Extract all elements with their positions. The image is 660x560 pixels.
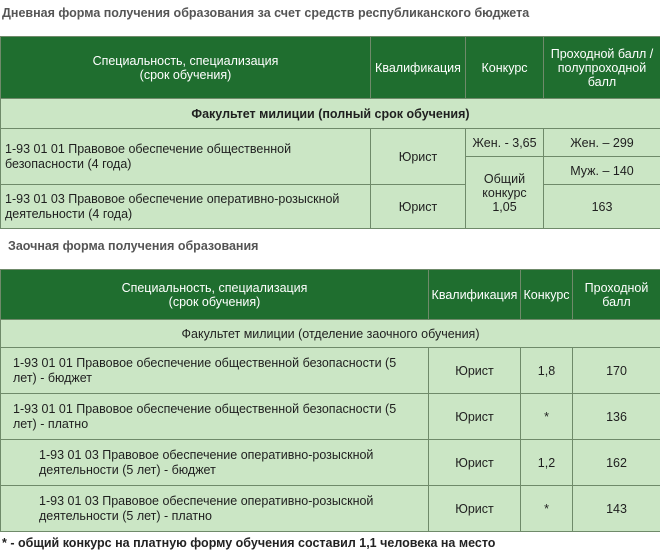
header-specialty-line2: (срок обучения)	[139, 67, 232, 82]
specialty-line1: 1-93 01 01 Правовое обеспечение общественной безопасности (5	[13, 401, 397, 416]
score-cell: 162	[573, 440, 660, 486]
score-men-cell: Муж. – 140	[544, 157, 660, 185]
header-score-line1: Проходной балл /	[550, 46, 654, 61]
qualification-cell: Юрист	[371, 185, 466, 229]
faculty-row: Факультет милиции (полный срок обучения)	[1, 99, 660, 129]
header-score-line2: полупроходной	[557, 60, 647, 75]
specialty-cell	[1, 486, 429, 532]
specialty-line1: 1-93 01 01 Правовое обеспечение общественной	[5, 141, 292, 156]
specialty-line2: деятельности (5 лет) - бюджет	[39, 462, 216, 477]
specialty-cell	[1, 129, 371, 185]
qualification-cell: Юрист	[429, 348, 521, 394]
qualification-cell: Юрист	[429, 486, 521, 532]
header-competition: Конкурс	[521, 270, 573, 320]
daytime-admission-table	[0, 36, 660, 229]
header-qualification: Квалификация	[429, 270, 521, 320]
header-specialty	[1, 37, 371, 99]
section1-title: Дневная форма получения образования за счет средств республиканского бюджета	[2, 6, 530, 20]
general-competition-value: 1,05	[492, 199, 517, 214]
specialty-line2: лет) - платно	[13, 416, 89, 431]
general-competition-line1: Общий	[483, 171, 526, 186]
header-qualification: Квалификация	[371, 37, 466, 99]
specialty-cell	[1, 185, 371, 229]
specialty-line2: лет) - бюджет	[13, 370, 93, 385]
score-cell: 136	[573, 394, 660, 440]
header-score	[544, 37, 660, 99]
specialty-cell	[1, 348, 429, 394]
score-women-cell: Жен. – 299	[544, 129, 660, 157]
header-competition: Конкурс	[466, 37, 544, 99]
competition-cell: 1,8	[521, 348, 573, 394]
header-specialty-line1: Специальность, специализация	[121, 280, 308, 295]
qualification-cell: Юрист	[429, 394, 521, 440]
header-score-line3: балл	[587, 74, 617, 89]
general-competition-line2: конкурс	[482, 185, 527, 200]
competition-cell: 1,2	[521, 440, 573, 486]
qualification-cell: Юрист	[429, 440, 521, 486]
competition-women-cell: Жен. - 3,65	[466, 129, 544, 157]
specialty-cell	[1, 440, 429, 486]
score-cell: 143	[573, 486, 660, 532]
section2-title: Заочная форма получения образования	[8, 239, 259, 253]
header-score	[573, 270, 660, 320]
header-score-line2: балл	[602, 294, 631, 309]
score-cell: 170	[573, 348, 660, 394]
qualification-cell: Юрист	[371, 129, 466, 185]
correspondence-admission-table	[0, 269, 660, 532]
specialty-line1: 1-93 01 03 Правовое обеспечение оперативно-розыскной	[39, 447, 374, 462]
faculty-row: Факультет милиции (отделение заочного обучения)	[1, 320, 660, 348]
footnote: * - общий конкурс на платную форму обучения составил 1,1 человека на место	[2, 536, 496, 550]
specialty-line2: деятельности (5 лет) - платно	[39, 508, 212, 523]
score-cell: 163	[544, 185, 660, 229]
competition-cell: *	[521, 394, 573, 440]
specialty-line1: 1-93 01 03 Правовое обеспечение оперативно-розыскной	[39, 493, 374, 508]
competition-cell: *	[521, 486, 573, 532]
header-specialty	[1, 270, 429, 320]
specialty-line2: безопасности (4 года)	[5, 156, 132, 171]
specialty-cell	[1, 394, 429, 440]
header-score-line1: Проходной	[584, 280, 649, 295]
header-specialty-line2: (срок обучения)	[168, 294, 261, 309]
header-specialty-line1: Специальность, специализация	[92, 53, 279, 68]
specialty-line1: 1-93 01 01 Правовое обеспечение общественной безопасности (5	[13, 355, 397, 370]
general-competition-cell	[466, 157, 544, 229]
specialty-line2: деятельности (4 года)	[5, 206, 133, 221]
specialty-line1: 1-93 01 03 Правовое обеспечение оперативно-розыскной	[5, 191, 340, 206]
